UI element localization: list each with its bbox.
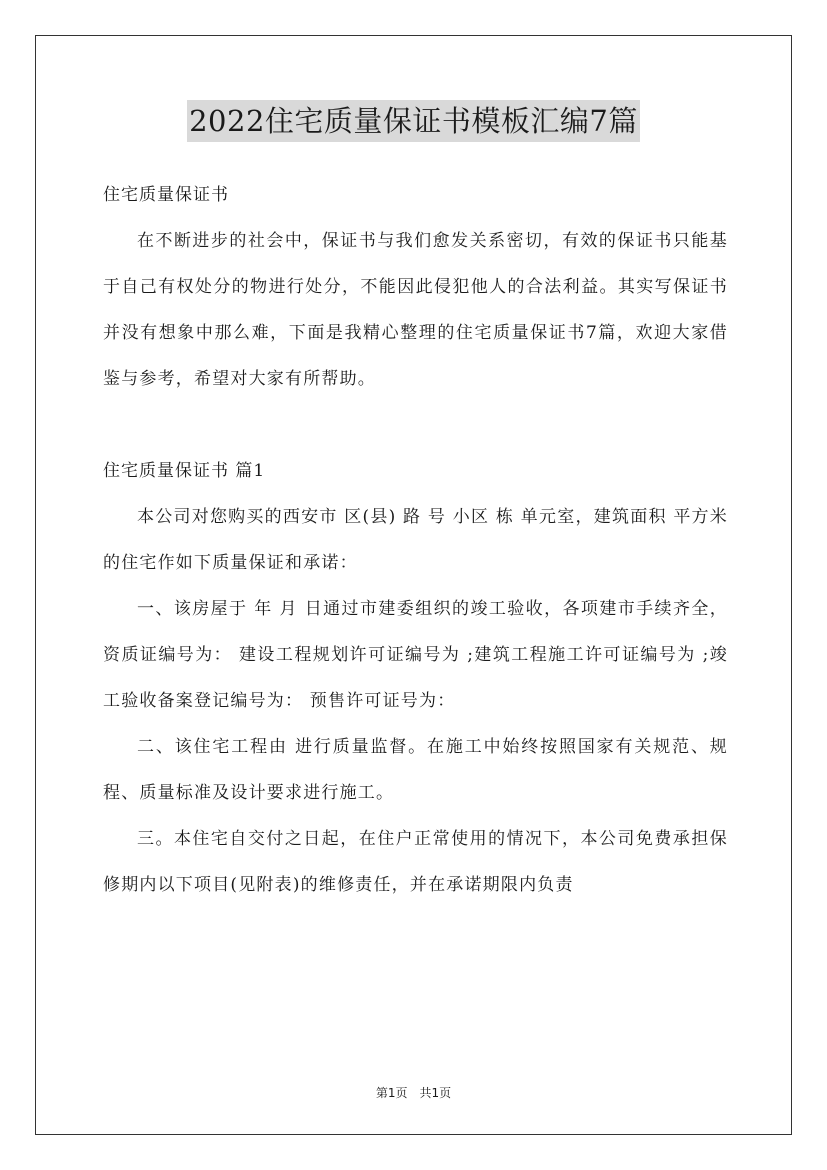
section1-heading: 住宅质量保证书 篇1 <box>103 461 266 481</box>
section-gap <box>103 402 728 448</box>
section1-paragraph-4: 三。本住宅自交付之日起，在住户正常使用的情况下，本公司免费承担保修期内以下项目(见附表)的维修责任，并在承诺期限内负责 <box>103 829 728 895</box>
intro-heading: 住宅质量保证书 <box>103 185 229 205</box>
document-title: 2022住宅质量保证书模板汇编7篇 <box>187 100 640 142</box>
section1-paragraph-3: 二、该住宅工程由 进行质量监督。在施工中始终按照国家有关规范、规程、质量标准及设计要求进行施工。 <box>103 737 728 803</box>
intro-paragraph: 在不断进步的社会中，保证书与我们愈发关系密切，有效的保证书只能基于自己有权处分的物进行处分，不能因此侵犯他人的合法利益。其实写保证书并没有想象中那么难，下面是我精心整理的住宅质量保证书7篇，欢迎大家借鉴与参考，希望对大家有所帮助。 <box>103 231 728 389</box>
document-body <box>103 172 728 908</box>
section1-paragraph-2: 一、该房屋于 年 月 日通过市建委组织的竣工验收，各项建市手续齐全，资质证编号为： 建设工程规划许可证编号为 ;建筑工程施工许可证编号为 ;竣工验收备案登记编号为： 预售许可证号为： <box>103 599 728 711</box>
section1-paragraph-1: 本公司对您购买的西安市 区(县) 路 号 小区 栋 单元室，建筑面积 平方米的住宅作如下质量保证和承诺： <box>103 507 728 573</box>
title-container <box>0 100 827 142</box>
page-footer <box>0 1084 827 1101</box>
page-number-label: 第1页 共1页 <box>375 1086 452 1100</box>
